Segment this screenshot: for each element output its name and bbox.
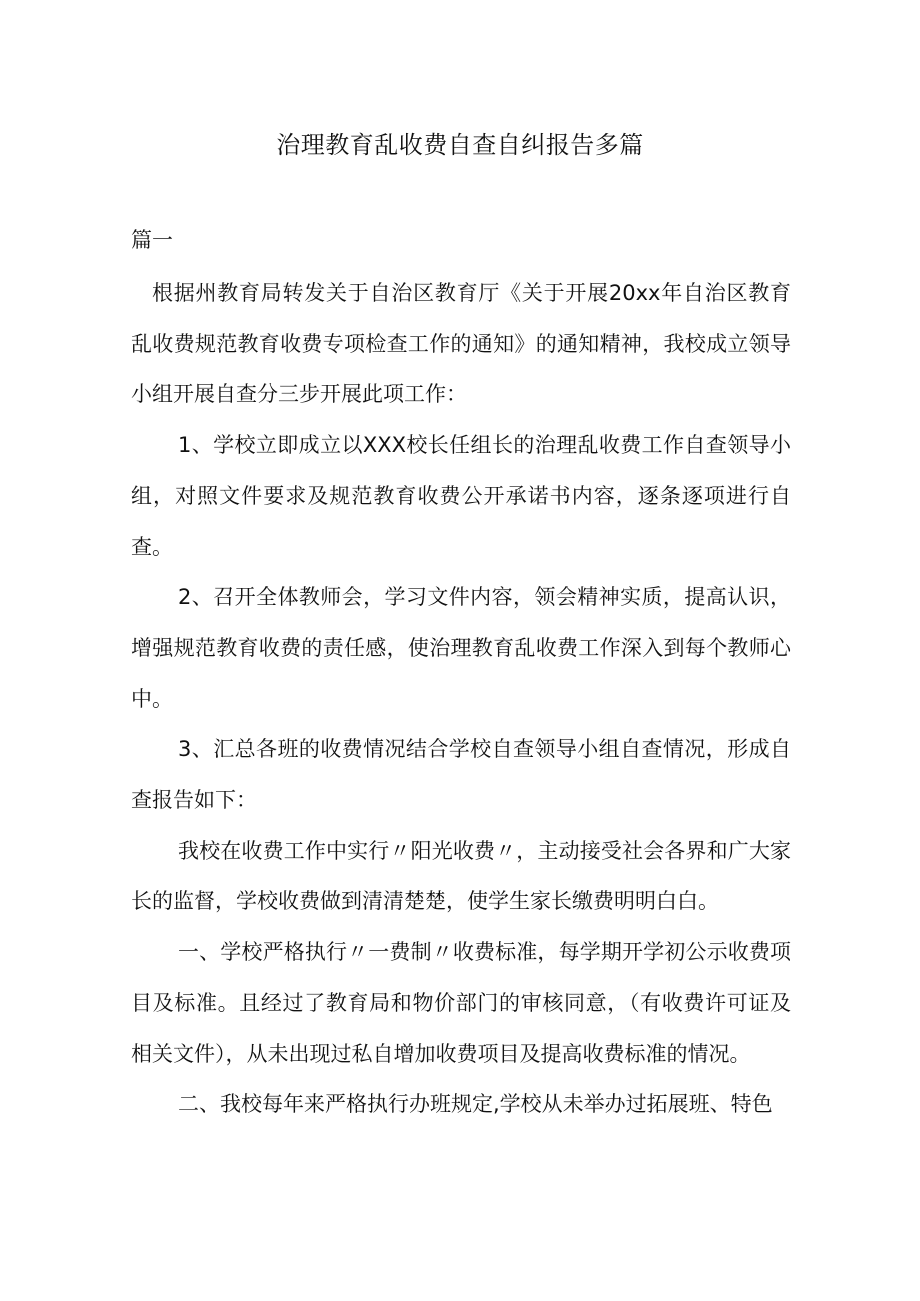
paragraph: 2、召开全体教师会，学习文件内容，领会精神实质，提高认识，增强规范教育收费的责任感，使治理教育乱收费工作深入到每个教师心中。	[131, 585, 791, 711]
paragraph: 二、我校每年来严格执行办班规定,学校从未举办过拓展班、特色	[178, 1092, 773, 1117]
document-body	[131, 268, 791, 1130]
paragraph: 3、汇总各班的收费情况结合学校自查领导小组自查情况，形成自查报告如下：	[131, 737, 791, 813]
section-heading: 篇一	[131, 228, 173, 252]
paragraph: 一、学校严格执行〃一费制〃收费标准，每学期开学初公示收费项目及标准。且经过了教育局和物价部门的审核同意，（有收费许可证及相关文件），从未出现过私自增加收费项目及提高收费标准的情况。	[131, 940, 791, 1066]
paragraph: 根据州教育局转发关于自治区教育厅《关于开展20xx年自治区教育乱收费规范教育收费专项检查工作的通知》的通知精神，我校成立领导小组开展自查分三步开展此项工作：	[131, 281, 791, 407]
paragraph: 我校在收费工作中实行〃阳光收费〃，主动接受社会各界和广大家长的监督，学校收费做到清清楚楚，使学生家长缴费明明白白。	[131, 838, 791, 914]
paragraph: 1、学校立即成立以XXX校长任组长的治理乱收费工作自查领导小组，对照文件要求及规范教育收费公开承诺书内容，逐条逐项进行自查。	[131, 433, 791, 559]
document-title: 治理教育乱收费自查自纠报告多篇	[276, 131, 644, 159]
